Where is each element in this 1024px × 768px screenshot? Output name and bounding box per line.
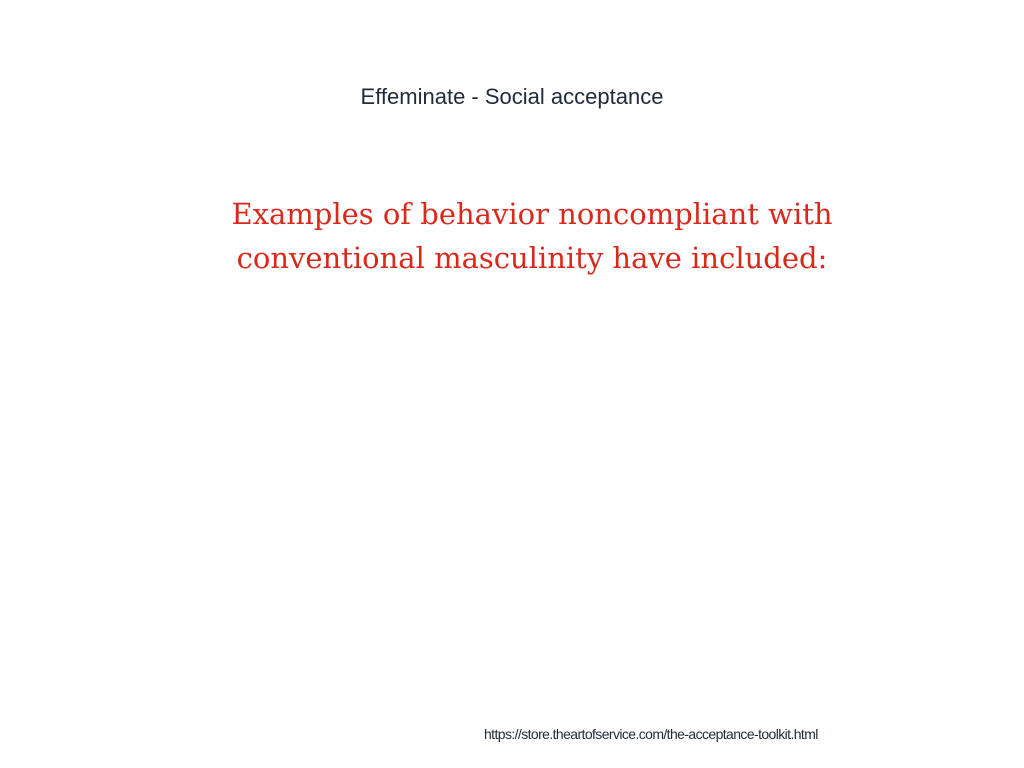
body-line-2: conventional masculinity have included: — [236, 241, 828, 275]
slide-title: Effeminate - Social acceptance — [360, 84, 664, 109]
slide-body — [150, 192, 914, 280]
footer-url[interactable]: https://store.theartofservice.com/the-acceptance-toolkit.html — [484, 726, 818, 742]
body-line-1: Examples of behavior noncompliant with — [231, 197, 833, 231]
